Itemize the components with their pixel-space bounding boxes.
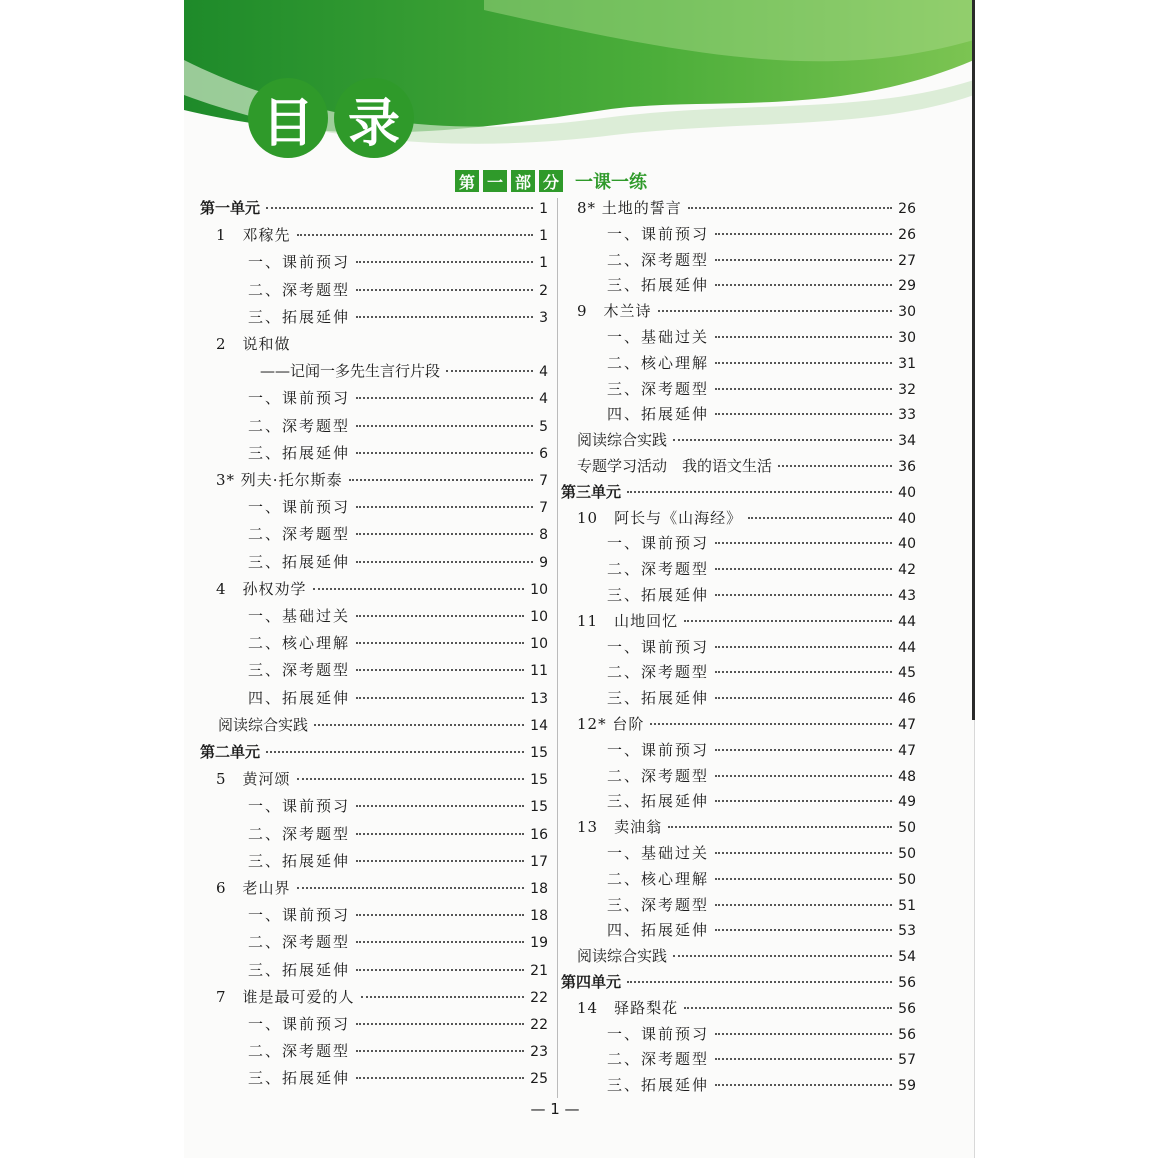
toc-page-number: 44 (898, 639, 916, 656)
leader-dots (266, 751, 524, 753)
toc-entry-lesson[interactable] (216, 334, 548, 354)
toc-entry-lesson[interactable] (577, 611, 916, 632)
toc-entry-label: 三、深考题型 (248, 661, 351, 680)
toc-entry-sec[interactable] (248, 1014, 548, 1035)
toc-page-number: 31 (898, 355, 916, 372)
toc-entry-label: 二、核心理解 (607, 353, 710, 372)
toc-entry-sec[interactable] (248, 1041, 548, 1062)
toc-page-number: 6 (539, 445, 548, 462)
toc-page-number: 50 (898, 820, 916, 837)
toc-entry-sec[interactable] (248, 1068, 548, 1089)
toc-entry-extra[interactable] (577, 456, 916, 477)
toc-entry-sec[interactable] (607, 920, 916, 941)
toc-entry-label: 二、深考题型 (607, 766, 710, 785)
toc-entry-label: 1 邓稼先 (216, 226, 291, 245)
page-edge (972, 0, 975, 720)
toc-page-number: 51 (898, 897, 916, 914)
toc-entry-label: 二、深考题型 (248, 416, 351, 435)
leader-dots (715, 1084, 892, 1086)
toc-page-number: 1 (539, 228, 548, 245)
leader-dots (715, 749, 892, 751)
page-title (248, 78, 414, 158)
leader-dots (673, 439, 892, 441)
toc-page-number: 3 (539, 309, 548, 326)
toc-entry-sec[interactable] (607, 637, 916, 658)
toc-entry-label: 阅读综合实践 (577, 947, 668, 966)
toc-entry-label: 三、拓展延伸 (248, 851, 351, 870)
leader-dots (356, 697, 524, 699)
toc-page-number: 2 (539, 282, 548, 299)
toc-entry-lesson[interactable] (577, 714, 916, 735)
part-label-char: 一 (483, 170, 507, 192)
leader-dots (715, 1033, 892, 1035)
toc-page-number: 40 (898, 484, 916, 501)
part-label-char: 部 (511, 170, 535, 192)
leader-dots (715, 646, 892, 648)
toc-entry-label: 二、核心理解 (607, 869, 710, 888)
toc-page-number: 16 (530, 826, 548, 843)
toc-entry-label: 三、拓展延伸 (607, 276, 710, 295)
toc-entry-sec[interactable] (607, 869, 916, 890)
toc-page-number: 4 (539, 364, 548, 381)
toc-entry-sec[interactable] (248, 280, 548, 301)
toc-entry-sec[interactable] (248, 252, 548, 273)
toc-page-number: 45 (898, 665, 916, 682)
toc-page-number: 48 (898, 768, 916, 785)
leader-dots (297, 778, 525, 780)
toc-entry-sec[interactable] (607, 1075, 916, 1096)
toc-entry-unit[interactable] (200, 198, 548, 219)
toc-entry-label: 专题学习活动 我的语文生活 (577, 457, 773, 475)
toc-entry-label: 8* 土地的誓言 (577, 199, 682, 217)
leader-dots (356, 533, 533, 535)
leader-dots (715, 542, 892, 544)
toc-page-number: 47 (898, 742, 916, 759)
toc-page-number: 15 (530, 745, 548, 761)
toc-entry-label: 一、课前预习 (607, 637, 710, 656)
toc-entry-lesson[interactable] (577, 817, 916, 838)
toc-entry-sec[interactable] (607, 379, 916, 400)
toc-entry-label: 二、深考题型 (248, 525, 351, 544)
toc-entry-label: 一、课前预习 (248, 797, 351, 816)
leader-dots (715, 284, 892, 286)
toc-entry-sec[interactable] (607, 688, 916, 709)
leader-dots (715, 413, 892, 415)
toc-entry-label: 三、拓展延伸 (607, 689, 710, 708)
leader-dots (356, 969, 524, 971)
toc-entry-lesson[interactable] (577, 508, 916, 529)
leader-dots (715, 775, 892, 777)
leader-dots (715, 259, 892, 261)
toc-entry-label: 三、深考题型 (607, 379, 710, 398)
toc-entry-lesson[interactable] (216, 878, 548, 899)
toc-page-number: 22 (530, 1017, 548, 1033)
toc-entry-label: 6 老山界 (216, 879, 291, 897)
toc-entry-lesson[interactable] (216, 769, 548, 790)
leader-dots (356, 669, 524, 671)
toc-page-number: 25 (530, 1071, 548, 1088)
leader-dots (778, 465, 892, 467)
toc-entry-label: 四、拓展延伸 (607, 921, 710, 940)
toc-entry-extra[interactable] (577, 430, 916, 451)
leader-dots (356, 397, 533, 399)
toc-entry-unit[interactable] (561, 972, 916, 993)
toc-page-number: 21 (530, 962, 548, 979)
toc-entry-label: 4 孙权劝学 (216, 579, 307, 598)
toc-entry-label: 二、深考题型 (248, 824, 351, 843)
toc-entry-label: 第四单元 (561, 973, 622, 991)
toc-entry-sec[interactable] (607, 275, 916, 296)
leader-dots (715, 362, 892, 364)
leader-dots (356, 1050, 524, 1052)
toc-entry-sec[interactable] (248, 606, 548, 627)
toc-entry-sec[interactable] (248, 796, 548, 817)
toc-entry-sec[interactable] (607, 327, 916, 348)
toc-entry-sec[interactable] (607, 559, 916, 580)
toc-entry-label: 三、拓展延伸 (248, 1069, 351, 1088)
leader-dots (356, 261, 533, 263)
toc-entry-lesson[interactable] (216, 470, 548, 491)
toc-page-number: 23 (530, 1044, 548, 1061)
toc-entry-label: 9 木兰诗 (577, 302, 652, 321)
leader-dots (361, 996, 525, 998)
toc-page-number: 22 (530, 989, 548, 1006)
toc-entry-label: 一、课前预习 (248, 389, 351, 408)
toc-entry-label: 三、拓展延伸 (248, 552, 351, 571)
toc-entry-sec[interactable] (248, 688, 548, 709)
leader-dots (356, 289, 533, 291)
toc-entry-label: 一、课前预习 (607, 534, 710, 553)
toc-entry-sec[interactable] (248, 497, 548, 518)
toc-entry-label: 12* 台阶 (577, 715, 645, 733)
toc-page-number: 7 (539, 473, 548, 489)
toc-entry-label: ——记闻一多先生言行片段 (260, 362, 441, 381)
toc-entry-sec[interactable] (607, 791, 916, 812)
toc-entry-label: 一、基础过关 (607, 328, 710, 346)
toc-entry-sec[interactable] (248, 960, 548, 981)
toc-entry-sec[interactable] (607, 224, 916, 245)
toc-page-number: 56 (898, 1000, 916, 1017)
toc-entry-sec[interactable] (607, 740, 916, 761)
leader-dots (715, 878, 892, 880)
toc-page-number: 19 (530, 935, 548, 952)
toc-entry-label: 二、深考题型 (607, 663, 710, 682)
leader-dots (356, 833, 524, 835)
toc-entry-sec[interactable] (607, 353, 916, 374)
toc-entry-label: 5 黄河颂 (216, 770, 291, 789)
toc-page-number: 8 (539, 527, 548, 544)
toc-entry-label: 三、拓展延伸 (607, 1076, 710, 1095)
toc-entry-label: 14 驿路梨花 (577, 998, 679, 1017)
toc-page-number: 34 (898, 433, 916, 450)
leader-dots (314, 724, 524, 726)
leader-dots (356, 1023, 524, 1025)
toc-entry-label: 一、课前预习 (248, 906, 351, 925)
toc-page-number: 40 (898, 510, 916, 527)
toc-entry-unit[interactable] (561, 482, 916, 503)
toc-entry-label: 一、课前预习 (607, 1024, 710, 1043)
page-number: — 1 — (530, 1100, 580, 1118)
toc-entry-sec[interactable] (248, 660, 548, 681)
toc-entry-label: 二、深考题型 (607, 1050, 710, 1069)
leader-dots (688, 207, 892, 209)
leader-dots (356, 805, 524, 807)
toc-entry-label: 二、深考题型 (248, 933, 351, 952)
leader-dots (356, 860, 524, 862)
toc-page-number: 18 (530, 881, 548, 897)
leader-dots (668, 826, 892, 828)
toc-entry-label: 二、深考题型 (248, 280, 351, 299)
toc-entry-sec[interactable] (248, 552, 548, 573)
leader-dots (356, 941, 524, 943)
toc-entry-sec[interactable] (607, 1049, 916, 1070)
leader-dots (356, 642, 524, 644)
toc-page-number: 11 (530, 663, 548, 680)
toc-entry-label: 一、课前预习 (248, 498, 351, 517)
part-label-char: 第 (455, 170, 479, 192)
column-divider (557, 198, 558, 1098)
toc-entry-lesson[interactable] (216, 579, 548, 600)
toc-entry-label: 三、深考题型 (607, 895, 710, 914)
toc-entry-label: 二、深考题型 (607, 560, 710, 579)
toc-entry-label: 四、拓展延伸 (248, 688, 351, 707)
leader-dots (715, 1058, 892, 1060)
toc-entry-sec[interactable] (607, 585, 916, 606)
toc-page-number: 56 (898, 975, 916, 991)
toc-page-number: 1 (539, 255, 548, 272)
toc-page-number: 44 (898, 613, 916, 630)
toc-entry-label: 四、拓展延伸 (607, 405, 710, 424)
toc-page-number: 36 (898, 459, 916, 475)
toc-entry-label: 一、课前预习 (607, 740, 710, 759)
toc-entry-sec[interactable] (607, 662, 916, 683)
leader-dots (627, 981, 892, 983)
toc-page-number: 56 (898, 1026, 916, 1043)
leader-dots (715, 929, 892, 931)
title-char: 录 (334, 78, 414, 158)
toc-page-number: 33 (898, 407, 916, 424)
toc-entry-label: 一、课前预习 (248, 1015, 351, 1033)
toc-entry-sec[interactable] (248, 824, 548, 845)
toc-page-number: 17 (530, 853, 548, 870)
toc-page-number: 14 (530, 717, 548, 734)
background-strip (974, 0, 1158, 1158)
toc-entry-label: 三、拓展延伸 (248, 960, 351, 979)
toc-page-number: 32 (898, 381, 916, 398)
leader-dots (748, 517, 892, 519)
toc-entry-sec[interactable] (607, 533, 916, 554)
leader-dots (356, 452, 533, 454)
leader-dots (297, 887, 525, 889)
leader-dots (356, 506, 533, 508)
leader-dots (356, 914, 524, 916)
toc-entry-label: 3* 列夫·托尔斯泰 (216, 471, 343, 489)
toc-entry-lesson[interactable] (216, 225, 548, 246)
toc-entry-label: 阅读综合实践 (577, 431, 668, 450)
toc-page-number: 10 (530, 636, 548, 653)
leader-dots (715, 904, 892, 906)
toc-entry-sec[interactable] (248, 905, 548, 926)
toc-page-number: 13 (530, 690, 548, 707)
leader-dots (715, 594, 892, 596)
toc-entry-sec[interactable] (607, 766, 916, 787)
toc-entry-sec[interactable] (248, 443, 548, 464)
toc-page-number: 29 (898, 278, 916, 295)
toc-entry-lesson[interactable] (577, 198, 916, 219)
toc-entry-label: 阅读综合实践 (218, 715, 309, 734)
toc-page-number: 53 (898, 923, 916, 940)
toc-entry-label: 一、基础过关 (248, 607, 351, 625)
toc-entry-label: 三、拓展延伸 (607, 792, 710, 811)
leader-dots (715, 336, 892, 338)
toc-page-number: 15 (530, 799, 548, 816)
leader-dots (650, 723, 892, 725)
leader-dots (715, 800, 892, 802)
toc-entry-label: 三、拓展延伸 (248, 307, 351, 326)
toc-entry-label: 10 阿长与《山海经》 (577, 508, 743, 527)
leader-dots (658, 310, 893, 312)
toc-page-number: 43 (898, 588, 916, 604)
toc-page-number: 47 (898, 717, 916, 733)
part-subtitle: 一课一练 (575, 172, 647, 193)
toc-entry-label: 二、深考题型 (607, 250, 710, 269)
toc-entry-sec[interactable] (248, 524, 548, 545)
leader-dots (356, 615, 524, 617)
toc-entry-label: 二、核心理解 (248, 634, 351, 653)
leader-dots (356, 1077, 524, 1079)
toc-page-number: 54 (898, 949, 916, 966)
toc-page-number: 49 (898, 794, 916, 811)
toc-entry-label: 第三单元 (561, 482, 622, 501)
toc-page-number: 50 (898, 871, 916, 888)
toc-page-number: 1 (539, 201, 548, 217)
leader-dots (349, 479, 533, 481)
leader-dots (297, 234, 534, 236)
toc-entry-label: 第一单元 (200, 199, 261, 217)
leader-dots (684, 620, 892, 622)
toc-page-number: 10 (530, 581, 548, 598)
toc-entry-lesson[interactable] (216, 987, 548, 1008)
toc-entry-label: 7 谁是最可爱的人 (216, 987, 355, 1006)
toc-page-number: 26 (898, 201, 916, 217)
toc-entry-sec[interactable] (607, 250, 916, 271)
toc-page-number: 30 (898, 330, 916, 346)
leader-dots (715, 852, 892, 854)
toc-entry-label: 2 说和做 (216, 335, 291, 353)
title-char: 目 (248, 78, 328, 158)
toc-entry-label: 二、深考题型 (248, 1042, 351, 1061)
toc-page-number: 40 (898, 536, 916, 553)
leader-dots (715, 697, 892, 699)
toc-entry-label: 三、拓展延伸 (607, 586, 710, 604)
toc-entry-label: 一、基础过关 (607, 844, 710, 862)
toc-page-number: 30 (898, 304, 916, 321)
toc-page-number: 57 (898, 1052, 916, 1069)
part-heading (455, 168, 647, 194)
toc-entry-label: 一、课前预习 (607, 224, 710, 243)
leader-dots (684, 1007, 892, 1009)
toc-entry-label: 三、拓展延伸 (248, 443, 351, 462)
toc-page-number: 59 (898, 1078, 916, 1095)
toc-page-number: 7 (539, 500, 548, 517)
leader-dots (313, 588, 525, 590)
toc-entry-sec[interactable] (248, 416, 548, 437)
toc-page-number: 42 (898, 562, 916, 579)
toc-entry-lesson[interactable] (577, 301, 916, 322)
toc-page-number: 18 (530, 908, 548, 925)
leader-dots (715, 233, 892, 235)
toc-entry-sec[interactable] (607, 1024, 916, 1045)
toc-entry-sec[interactable] (248, 633, 548, 654)
toc-page-number: 9 (539, 554, 548, 571)
toc-entry-extra[interactable] (577, 946, 916, 967)
leader-dots (673, 955, 892, 957)
leader-dots (356, 561, 533, 563)
leader-dots (446, 370, 533, 372)
toc-entry-unit[interactable] (200, 742, 548, 763)
toc-page-number: 50 (898, 846, 916, 862)
toc-entry-label: 11 山地回忆 (577, 611, 679, 630)
leader-dots (715, 568, 892, 570)
leader-dots (266, 207, 533, 209)
toc-entry-extra[interactable] (218, 715, 548, 736)
toc-entry-sub[interactable] (260, 361, 548, 382)
leader-dots (627, 491, 892, 493)
toc-page-number: 46 (898, 691, 916, 708)
toc-page-number: 27 (898, 252, 916, 269)
leader-dots (715, 671, 892, 673)
toc-page-number: 5 (539, 418, 548, 435)
toc-page-number: 10 (530, 609, 548, 625)
leader-dots (356, 316, 533, 318)
toc-page-number: 15 (530, 772, 548, 789)
toc-entry-sec[interactable] (248, 851, 548, 872)
toc-entry-sec[interactable] (248, 932, 548, 953)
toc-entry-sec[interactable] (248, 388, 548, 409)
toc-page-number: 26 (898, 226, 916, 243)
toc-entry-sec[interactable] (607, 404, 916, 425)
leader-dots (715, 388, 892, 390)
toc-entry-sec[interactable] (248, 307, 548, 328)
toc-entry-label: 第二单元 (200, 743, 261, 761)
toc-entry-label: 13 卖油翁 (577, 818, 663, 837)
toc-entry-lesson[interactable] (577, 998, 916, 1019)
toc-page-number: 4 (539, 391, 548, 408)
toc-entry-sec[interactable] (607, 895, 916, 916)
toc-entry-label: 一、课前预习 (248, 253, 351, 272)
part-label-char: 分 (539, 170, 563, 192)
leader-dots (356, 425, 533, 427)
toc-entry-sec[interactable] (607, 843, 916, 864)
